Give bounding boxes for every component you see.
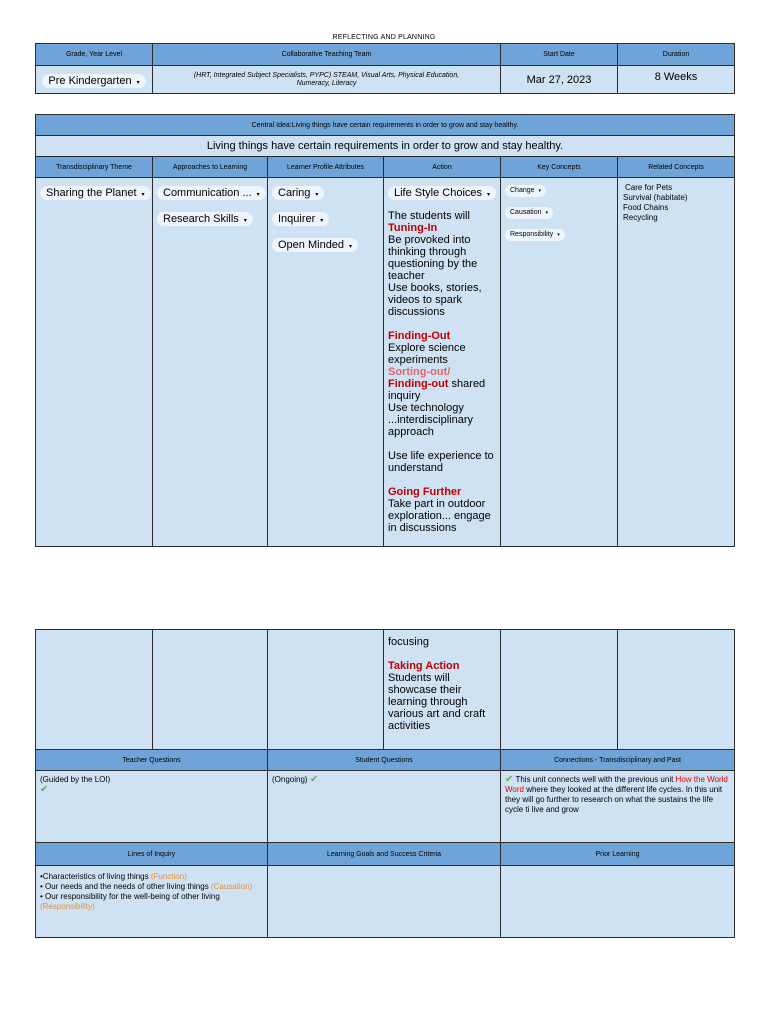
profile-dropdown[interactable] [272,238,358,252]
col-header-team: Collaborative Teaching Team [153,44,501,66]
theme-cell [36,178,153,547]
related-concept-item: Survival (habitate) [623,193,688,202]
caret-down-icon: ▾ [256,192,260,198]
lines-of-inquiry-cell[interactable] [36,866,268,938]
inquiry-line [40,872,263,882]
life-experience-text: Use life experience to understand [388,450,494,474]
caret-down-icon: ▾ [538,188,542,194]
col-header-start-date: Start Date [501,44,618,66]
inquiry-line [40,882,263,892]
prior-learning-cell[interactable] [501,866,735,938]
col-header-prior-learning: Prior Learning [501,843,735,866]
shared-inquiry-text: shared inquiry [388,378,486,402]
related-concept-item: Care for Pets [625,183,673,192]
atl-cell-continued [153,630,268,750]
check-icon: ✔ [505,774,514,785]
connections-cell[interactable] [501,771,735,843]
col-header-lines-of-inquiry: Lines of Inquiry [36,843,268,866]
phase-tuning-in: Tuning-In [388,222,438,234]
central-idea-header: Central Idea:Living things have certain requirements in order to grow and stay healthy. [36,115,735,136]
start-date-cell[interactable] [501,66,618,94]
grade-value: Pre Kindergarten [48,74,132,87]
profile-dropdown[interactable] [272,186,324,200]
inquiry-line-concept: (Causation) [210,882,253,891]
profile-value: Caring [278,187,311,199]
phase-going-further: Going Further [388,486,462,498]
inquiry-line-text: • Our responsibility for the well-being of other living [40,892,220,901]
start-date-value: Mar 27, 2023 [526,73,592,86]
action-value: Life Style Choices [394,187,483,199]
key-concept-dropdown[interactable] [505,207,553,219]
caret-down-icon: ▾ [349,244,353,250]
student-questions-cell[interactable] [268,771,501,843]
duration-cell [618,66,735,94]
inquiry-line-text: •Characteristics of living things [40,872,151,881]
check-icon: ✔ [309,774,319,785]
focusing-text: focusing [388,636,429,648]
planning-table [35,114,735,547]
connections-text-end: where they looked at the different life cycles. In this unit they will go further to research on what the sustains the life cycle ti live and grow [505,785,723,814]
grade-dropdown[interactable] [42,74,145,88]
atl-dropdown[interactable] [157,212,253,226]
key-concept-dropdown[interactable] [505,229,565,241]
profile-cell-continued [268,630,384,750]
col-header-action: Action [384,157,501,178]
related-concept-item: Food Chains [623,203,669,212]
previous-unit-link[interactable]: How the World Word [505,775,728,794]
caret-down-icon: ▾ [487,192,491,198]
teacher-questions-cell[interactable] [36,771,268,843]
theme-cell-continued [36,630,153,750]
going-further-text: Take part in outdoor exploration... engage in discussions [388,498,491,534]
atl-value: Research Skills [163,213,239,225]
key-concept-dropdown[interactable] [505,185,546,197]
inquiry-line-text: • Our needs and the needs of other living things [40,882,211,891]
caret-down-icon: ▾ [136,79,140,86]
taking-action-text: Students will showcase their learning through various art and craft activities [388,672,486,732]
col-header-theme: Transdisciplinary Theme [36,157,153,178]
phase-sorting-out: Sorting-out/ [388,366,451,378]
inquiry-line [40,892,263,912]
profile-value: Inquirer [278,213,316,225]
planning-table-continued [35,629,735,938]
col-header-grade: Grade, Year Level [36,44,153,66]
team-line-2: Numeracy, Literacy [296,79,357,87]
key-concepts-cell-continued [501,630,618,750]
duration-value: 8 Weeks [654,71,698,83]
learning-goals-cell[interactable] [268,866,501,938]
key-concepts-cell [501,178,618,547]
action-intro: The students will [388,210,470,222]
col-header-connections: Connections - Transdisciplinary and Past [501,750,735,771]
key-concept-value: Responsibility [510,231,554,238]
caret-down-icon: ▾ [557,232,560,238]
inquiry-line-concept: (Responsibility) [40,902,95,911]
col-header-related-concepts: Related Concepts [618,157,735,178]
profile-cell [268,178,384,547]
action-cell [384,178,501,547]
key-concept-value: Causation [510,209,542,216]
phase-taking-action: Taking Action [388,660,460,672]
col-header-duration: Duration [618,44,735,66]
theme-value: Sharing the Planet [46,187,137,199]
finding-out-text: Explore science experiments [388,342,466,366]
connections-text-start: This unit connects well with the previous unit [513,775,676,784]
atl-value: Communication ... [163,187,252,199]
profile-dropdown[interactable] [272,212,329,226]
unit-info-table [35,43,735,94]
phase-finding-out: Finding-Out [388,330,451,342]
col-header-atl: Approaches to Learning [153,157,268,178]
teacher-questions-text: (Guided by the LOI) [40,775,111,784]
col-header-student-questions: Student Questions [268,750,501,771]
col-header-profile: Learner Profile Attributes [268,157,384,178]
central-idea: Living things have certain requirements in order to grow and stay healthy. [36,136,735,157]
caret-down-icon: ▾ [545,210,549,216]
check-icon: ✔ [40,784,49,795]
tuning-in-text: Be provoked into thinking through questioning by the teacher Use books, stories, videos to spark discussions [388,234,482,318]
team-line-1: (HRT, Integrated Subject Specialists, PYPC) STEAM, Visual Arts, Physical Education, [193,71,460,79]
team-cell [153,66,501,94]
technology-text: Use technology ...interdisciplinary approach [388,402,473,438]
caret-down-icon: ▾ [315,192,319,198]
atl-dropdown[interactable] [157,186,266,200]
col-header-key-concepts: Key Concepts [501,157,618,178]
col-header-teacher-questions: Teacher Questions [36,750,268,771]
profile-value: Open Minded [278,239,345,251]
action-cell-continued [384,630,501,750]
phase-finding-out-2: Finding-out [388,378,449,390]
related-concept-item: Recycling [623,213,658,222]
caret-down-icon: ▾ [243,218,247,224]
related-concepts-cell [618,178,735,547]
page-title: REFLECTING AND PLANNING [332,34,436,41]
caret-down-icon: ▾ [320,218,324,224]
theme-dropdown[interactable] [40,186,151,200]
key-concept-value: Change [510,187,535,194]
caret-down-icon: ▾ [141,192,145,198]
related-concepts-cell-continued [618,630,735,750]
action-dropdown[interactable] [388,186,496,200]
grade-cell [36,66,153,94]
student-questions-text: (Ongoing) [272,775,308,784]
atl-cell [153,178,268,547]
inquiry-line-concept: (Function) [150,872,187,881]
col-header-learning-goals: Learning Goals and Success Criteria [268,843,501,866]
